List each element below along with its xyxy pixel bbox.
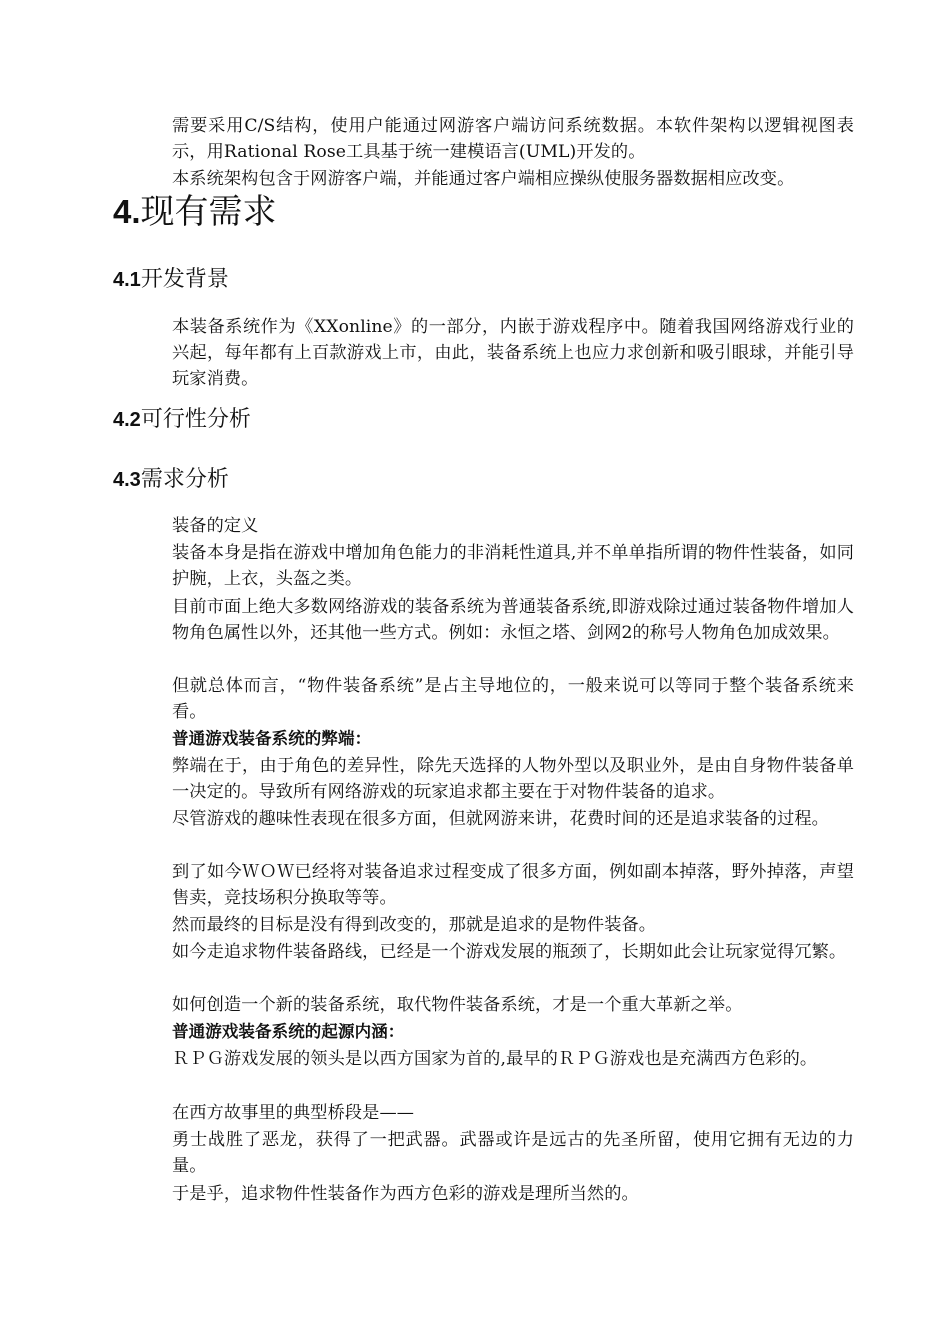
req-paragraph-innovation: 如何创造一个新的装备系统，取代物件装备系统，才是一个重大革新之举。 — [172, 995, 743, 1015]
section-4-2-title: 可行性分析 — [140, 407, 251, 432]
section-4-3-title: 需求分析 — [140, 467, 229, 492]
section-4-title: 现有需求 — [140, 192, 277, 232]
req-paragraph-western-story: 在西方故事里的典型桥段是—— — [172, 1103, 415, 1123]
req-paragraph-dragon: 勇士战胜了恶龙，获得了一把武器。武器或许是远古的先圣所留，使用它拥有无边的力量。 — [172, 1130, 854, 1176]
intro-paragraph-architecture: 需要采用C/S结构，使用户能通过网游客户端访问系统数据。本软件架构以逻辑视图表示，用Rational Rose工具基于统一建模语言(UML)开发的。 — [172, 116, 854, 162]
section-4-3-number: 4.3 — [113, 469, 141, 491]
req-paragraph-wow: 到了如今ＷＯＷ已经将对装备追求过程变成了很多方面，例如副本掉落，野外掉落，声望售卖，竞技场积分换取等等。 — [172, 862, 854, 908]
req-paragraph-goal: 然而最终的目标是没有得到改变的，那就是追求的是物件装备。 — [172, 915, 657, 935]
req-paragraph-conclusion: 于是乎，追求物件性装备作为西方色彩的游戏是理所当然的。 — [172, 1184, 639, 1204]
req-paragraph-rpg: ＲＰＧ游戏发展的领头是以西方国家为首的,最早的ＲＰＧ游戏也是充满西方色彩的。 — [172, 1049, 818, 1069]
req-heading-origin: 普通游戏装备系统的起源内涵： — [172, 1022, 405, 1041]
section-4-1-number: 4.1 — [113, 269, 141, 291]
req-paragraph-definition: 装备本身是指在游戏中增加角色能力的非消耗性道具,并不单单指所谓的物件性装备，如同护腕，上衣，头盔之类。 — [172, 543, 854, 589]
section-4-1-body: 本装备系统作为《XXonline》的一部分，内嵌于游戏程序中。随着我国网络游戏行业的兴起，每年都有上百款游戏上市，由此，装备系统上也应力求创新和吸引眼球，并能引导玩家消费。 — [172, 317, 854, 389]
req-paragraph-market: 目前市面上绝大多数网络游戏的装备系统为普通装备系统,即游戏除过通过装备物件增加人物角色属性以外，还其他一些方式。例如：永恒之塔、剑网2的称号人物角色加成效果。 — [172, 597, 854, 643]
section-4-1-heading — [113, 264, 229, 296]
req-paragraph-fun: 尽管游戏的趣味性表现在很多方面，但就网游来讲，花费时间的还是追求装备的过程。 — [172, 809, 829, 829]
req-paragraph-drawbacks: 弊端在于，由于角色的差异性，除先天选择的人物外型以及职业外，是由自身物件装备单一决定的。导致所有网络游戏的玩家追求都主要在于对物件装备的追求。 — [172, 756, 854, 802]
section-4-2-number: 4.2 — [113, 409, 141, 431]
intro-paragraph-client: 本系统架构包含于网游客户端，并能通过客户端相应操纵使服务器数据相应改变。 — [172, 169, 795, 189]
req-heading-drawbacks: 普通游戏装备系统的弊端： — [172, 729, 372, 748]
section-4-3-heading — [113, 464, 229, 496]
section-4-heading — [113, 188, 277, 236]
req-paragraph-overall: 但就总体而言，“物件装备系统”是占主导地位的，一般来说可以等同于整个装备系统来看。 — [172, 676, 854, 722]
req-paragraph-definition-title: 装备的定义 — [172, 516, 259, 536]
req-paragraph-bottleneck: 如今走追求物件装备路线，已经是一个游戏发展的瓶颈了，长期如此会让玩家觉得冗繁。 — [172, 942, 847, 962]
section-4-2-heading — [113, 404, 251, 436]
section-4-1-title: 开发背景 — [140, 267, 229, 292]
section-4-number: 4. — [113, 193, 141, 230]
